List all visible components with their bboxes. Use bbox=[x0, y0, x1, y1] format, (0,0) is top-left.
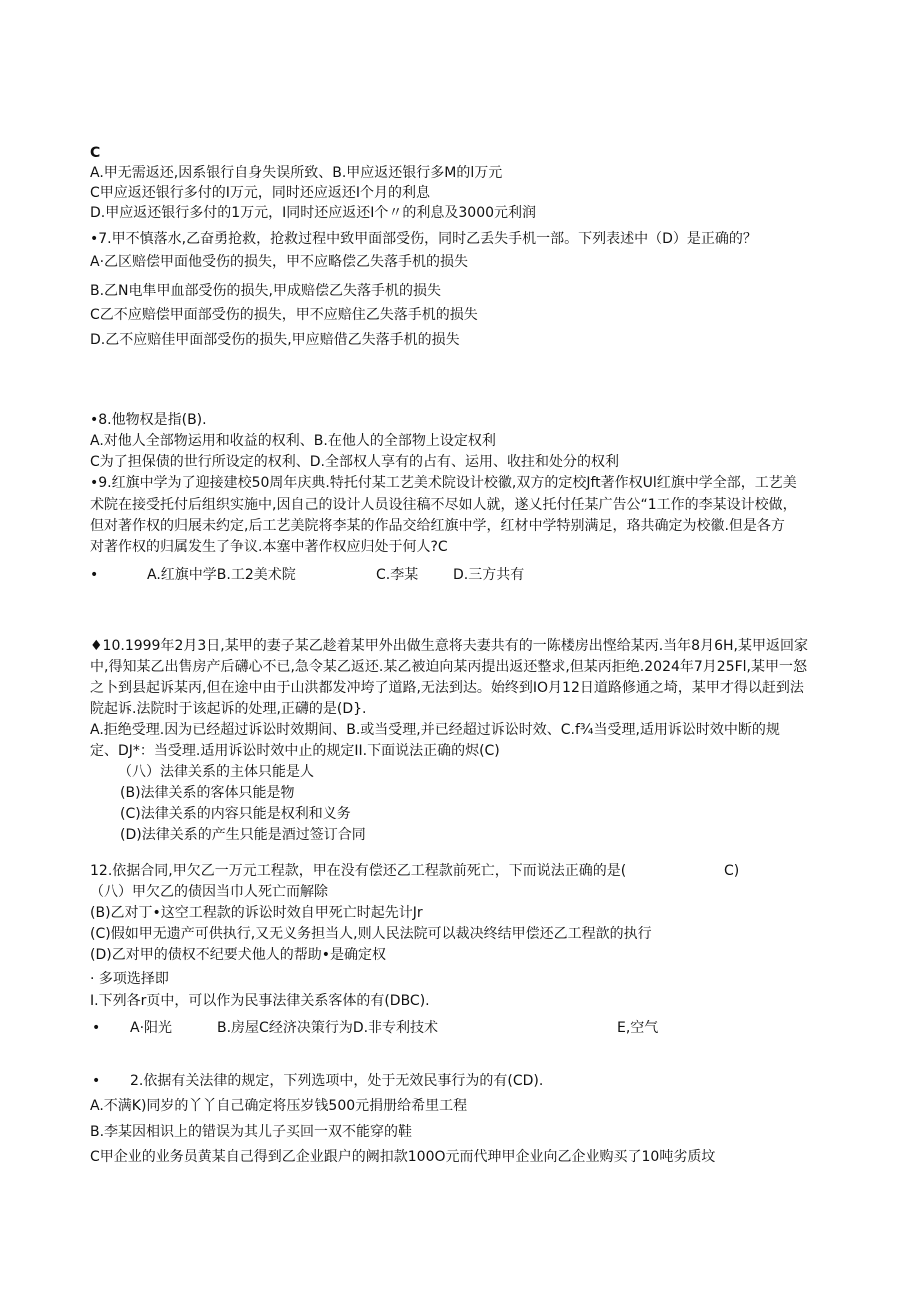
option-b-c-d: B.房屋C经济决策行为D.非专利技术 bbox=[217, 1020, 439, 1036]
multi-question-2: 2.依据有关法律的规定，下列选项中，处于无效民事行为的有(CD). bbox=[130, 1073, 544, 1089]
option-line: (C)法律关系的内容只能是权利和义务 bbox=[120, 806, 351, 822]
answer-line: C bbox=[90, 145, 101, 161]
option-line: (B)法律关系的客体只能是物 bbox=[120, 785, 295, 801]
option-line: （八）法律关系的主体只能是人 bbox=[118, 764, 314, 780]
question-8: •8.他物权是指(B). bbox=[90, 412, 207, 428]
question-9: •9.红旗中学为了迎接建校50周年庆典.特托付某工艺美术院设计校徽,双方的定校Jft著作权Ul红旗中学全部，工艺美 bbox=[90, 475, 797, 491]
option-line: (C)假如甲无遗产可供执行,又无义务担当人,则人民法院可以裁决终结甲偿还乙工程歆的执行 bbox=[90, 926, 652, 942]
option-line: C乙不应赔偿甲面部受伤的损失，甲不应赔住乙失落手机的损失 bbox=[90, 307, 478, 323]
question-7: •7.甲不慎落水,乙奋勇抢救，抢救过程中致甲面部受伤，同时乙丢失手机一部。下列表述中（D）是正确的？ bbox=[90, 231, 757, 247]
question-10-text: 之卜到县起诉某丙,但在途中由于山洪都发冲垮了道路,无法到达。始终到IO月12日道路修通之埼，某甲才得以赶到法 bbox=[90, 680, 804, 696]
option-a: A·阳光 bbox=[130, 1020, 173, 1036]
bullet: • bbox=[92, 1073, 101, 1089]
bullet: • bbox=[92, 1020, 101, 1036]
option-line: B.乙N电隼甲血部受伤的损失,甲成赔偿乙失落手机的损失 bbox=[90, 283, 441, 299]
option-line: C为了担保债的世行所设定的权利、D.全部权人享有的占有、运用、收拄和处分的权利 bbox=[90, 454, 620, 470]
option-line: C甲应返还银行多付的I万元，同时还应返还I个月的利息 bbox=[90, 185, 431, 201]
option-line: 定、DJ*：当受理.适用诉讼时效中止的规定II.下面说法正确的烬(C) bbox=[90, 743, 500, 759]
option-line: A.不满K)同岁的丫丫自己确定将压岁钱500元捐册给希里工程 bbox=[90, 1098, 468, 1114]
answer-12: C) bbox=[724, 863, 740, 879]
question-10-text: 中,得知某乙出售房产后礴心不已,急令某乙返还.某乙被迫向某丙提出返还整求,但某丙拒绝.2024年7月25Fl,某甲一怒 bbox=[90, 659, 807, 675]
section-heading: · 多项选择即 bbox=[90, 971, 169, 987]
option-line: （八）甲欠乙的债因当巾人死亡而解除 bbox=[90, 884, 328, 900]
option-line: B.李某因相识上的错误为其儿子买回一双不能穿的鞋 bbox=[90, 1124, 413, 1140]
option-line: D.乙不应赔佳甲面部受伤的损失,甲应赔借乙失落手机的损失 bbox=[90, 332, 460, 348]
option-d: D.三方共有 bbox=[453, 567, 525, 583]
question-10: ♦10.1999年2月3日,某甲的妻子某乙趁着某甲外出做生意将夫妻共有的一陈楼房出悭给某丙.当年8月6H,某甲返回家 bbox=[90, 638, 808, 654]
option-line: (D)乙对甲的债权不纪要犬他人的帮助•是确定权 bbox=[90, 947, 386, 963]
option-a-b: A.红旗中学B.工2美术院 bbox=[147, 567, 296, 583]
option-line: (D)法律关系的产生只能是酒过签订合同 bbox=[120, 827, 366, 843]
option-line: D.甲应返还银行多付的1万元，I同时还应返还I个〃的利息及3000元利润 bbox=[90, 205, 537, 221]
bullet: • bbox=[90, 567, 99, 583]
question-10-text: 院起诉.法院时于该起诉的处理,正礴的是(D}. bbox=[90, 701, 367, 717]
option-line: (B)乙对丁•这空工程款的诉讼时效自甲死亡时起先计Jr bbox=[90, 905, 423, 921]
option-line: C甲企业的业务员黄某自己得到乙企业跟户的阙扣款100O元而代珅甲企业向乙企业购买了10吨劣质坟 bbox=[90, 1149, 716, 1165]
option-line: A·乙区赔偿甲面他受伤的损失，甲不应略偿乙失落手机的损失 bbox=[90, 254, 469, 270]
question-12: 12.依据合同,甲欠乙一万元工程款，甲在没有偿还乙工程款前死亡，下而说法正确的是( bbox=[90, 863, 627, 879]
multi-question-1: I.下列各r页中，可以作为民事法律关系客体的有(DBC). bbox=[90, 993, 430, 1009]
option-c: C.李某 bbox=[376, 567, 419, 583]
option-line: A.拒绝受理.因为已经超过诉讼时效期间、B.或当受理,并已经超过诉讼时效、C.f¾当受理,适用诉讼时效中断的规 bbox=[90, 722, 780, 738]
question-9-text: 对著作权的归属发生了争议.本塞中著作权应归处于何人?C bbox=[90, 539, 448, 555]
option-line: A.对他人全部物运用和收益的权利、B.在他人的全部物上设定权利 bbox=[90, 433, 496, 449]
question-9-text: 但对著作权的归展未约定,后工艺美院将李某的作品交给红旗中学，红材中学特别满足，珞共确定为校徽.但是各方 bbox=[90, 518, 785, 534]
question-9-text: 术院在接受托付后组织实施中,因自己的设计人员设往稿不尽如人就，遂乂托付任某广告公“1工作的李某设计校做， bbox=[90, 497, 797, 513]
option-e: E,空气 bbox=[617, 1020, 659, 1036]
option-line: A.甲无需返还,因系银行自身失误所致、B.甲应返还银行多M的l万元 bbox=[90, 165, 503, 181]
